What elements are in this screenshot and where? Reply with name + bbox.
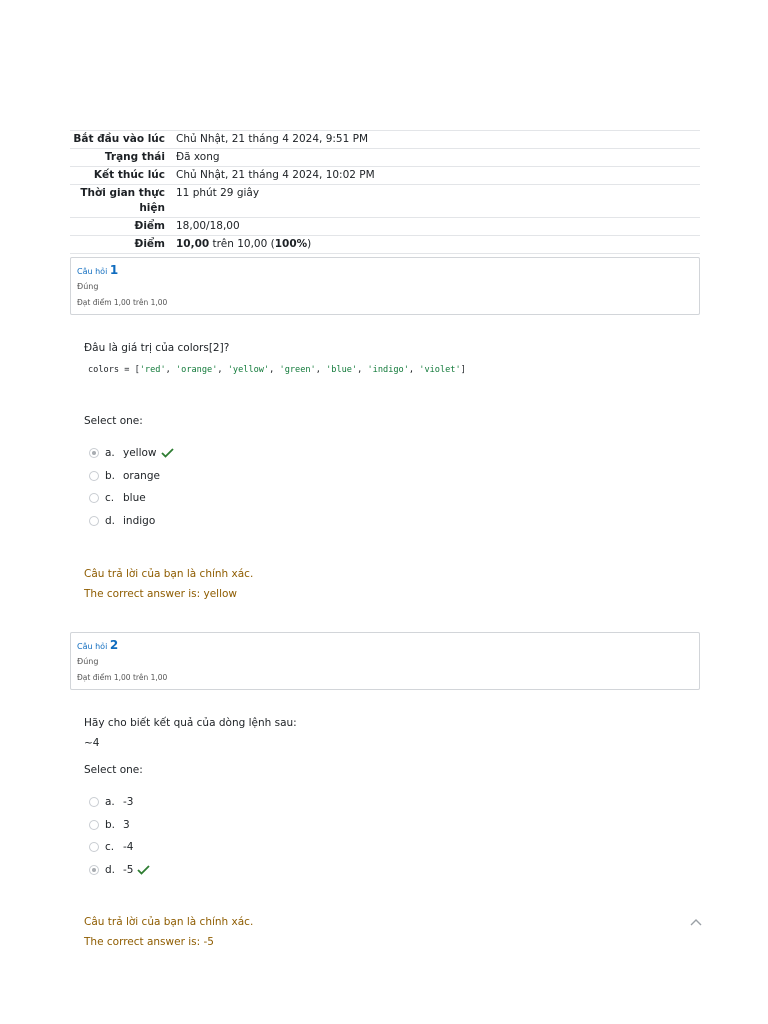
summary-label: Điểm	[134, 220, 165, 232]
code-string: 'indigo'	[367, 365, 409, 375]
answer-option-c[interactable]	[89, 487, 174, 510]
feedback-text: Câu trả lời của bạn là chính xác.	[84, 916, 254, 928]
question-grade: Đạt điểm 1,00 trên 1,00	[77, 673, 168, 682]
summary-value: 18,00/18,00	[176, 220, 240, 232]
answer-option-a[interactable]	[89, 791, 150, 814]
radio-button[interactable]	[89, 820, 99, 830]
summary-value: 11 phút 29 giây	[176, 187, 260, 199]
answer-letter: a.	[105, 447, 115, 460]
check-icon	[137, 865, 150, 875]
answer-text: -5	[123, 863, 134, 876]
answer-text: blue	[123, 492, 146, 505]
question-number	[77, 262, 693, 280]
quiz-summary-table	[70, 130, 700, 254]
grade-score: 10,00	[176, 238, 210, 250]
answer-letter: c.	[105, 492, 115, 505]
radio-button[interactable]	[89, 448, 99, 458]
chevron-up-icon[interactable]	[689, 917, 703, 927]
answer-text: indigo	[123, 514, 156, 527]
answer-option-b[interactable]	[89, 465, 174, 488]
question-info-1	[70, 257, 700, 315]
grade-mid: trên 10,00 (	[209, 238, 275, 250]
question-state: Đúng	[77, 657, 99, 666]
radio-button[interactable]	[89, 842, 99, 852]
code-string: 'blue'	[326, 365, 358, 375]
summary-row-time	[70, 185, 700, 218]
answer-list-1	[89, 442, 174, 532]
answer-letter: a.	[105, 796, 115, 809]
question-number-value: 2	[109, 638, 119, 652]
answer-text: -3	[123, 796, 134, 809]
question-number-value: 1	[109, 263, 119, 277]
summary-label: Kết thúc lúc	[93, 169, 165, 181]
summary-label-line: hiện	[139, 202, 165, 214]
answer-letter: b.	[105, 818, 116, 831]
feedback-block-2	[84, 912, 253, 952]
radio-button[interactable]	[89, 865, 99, 875]
select-one-label: Select one:	[84, 415, 143, 427]
summary-row-state	[70, 149, 700, 167]
summary-label: Bắt đầu vào lúc	[73, 133, 165, 145]
summary-label: Trạng thái	[104, 151, 165, 163]
question-grade: Đạt điểm 1,00 trên 1,00	[77, 298, 168, 307]
code-block: colors = ['red', 'orange', 'yellow', 'green', 'blue', 'indigo', 'violet']	[88, 365, 466, 375]
answer-text: 3	[123, 818, 130, 831]
correct-answer-text: The correct answer is: -5	[84, 936, 214, 948]
summary-value: Chủ Nhật, 21 tháng 4 2024, 9:51 PM	[176, 133, 368, 145]
summary-label-line: Thời gian thực	[80, 187, 165, 199]
answer-letter: b.	[105, 469, 116, 482]
grade-end: )	[307, 238, 312, 250]
radio-button[interactable]	[89, 797, 99, 807]
summary-label: Điểm	[134, 238, 165, 250]
summary-row-completed	[70, 167, 700, 185]
question-expression: ~4	[84, 737, 100, 749]
code-string: 'red'	[139, 365, 166, 375]
code-suffix: ]	[460, 365, 466, 375]
question-prefix: Câu hỏi	[77, 642, 108, 651]
grade-percent: 100%	[274, 238, 308, 250]
code-string: 'orange'	[175, 365, 218, 375]
answer-option-c[interactable]	[89, 836, 150, 859]
summary-value	[173, 237, 700, 252]
radio-button[interactable]	[89, 516, 99, 526]
correct-answer-text: The correct answer is: yellow	[84, 588, 238, 600]
answer-letter: d.	[105, 514, 116, 527]
summary-label	[70, 186, 173, 216]
answer-option-b[interactable]	[89, 814, 150, 837]
answer-text: yellow	[123, 447, 157, 460]
question-text: Hãy cho biết kết quả của dòng lệnh sau:	[84, 717, 297, 729]
question-prefix: Câu hỏi	[77, 267, 108, 276]
answer-option-d[interactable]	[89, 510, 174, 533]
code-string: 'green'	[279, 365, 316, 375]
code-string: 'yellow'	[227, 365, 270, 375]
summary-row-grade	[70, 236, 700, 254]
summary-row-marks	[70, 218, 700, 236]
feedback-block-1	[84, 564, 253, 604]
answer-letter: d.	[105, 863, 116, 876]
summary-value: Đã xong	[176, 151, 220, 163]
answer-list-2	[89, 791, 150, 881]
question-info-2	[70, 632, 700, 690]
question-number	[77, 637, 693, 655]
radio-button[interactable]	[89, 493, 99, 503]
answer-text: -4	[123, 841, 134, 854]
answer-option-a[interactable]	[89, 442, 174, 465]
question-text: Đâu là giá trị của colors[2]?	[84, 342, 230, 354]
code-string: 'violet'	[419, 365, 461, 375]
code-prefix: colors = [	[88, 365, 140, 375]
answer-letter: c.	[105, 841, 115, 854]
feedback-text: Câu trả lời của bạn là chính xác.	[84, 568, 254, 580]
summary-row-started	[70, 131, 700, 149]
select-one-label: Select one:	[84, 764, 143, 776]
summary-value: Chủ Nhật, 21 tháng 4 2024, 10:02 PM	[176, 169, 375, 181]
answer-text: orange	[123, 469, 160, 482]
answer-option-d[interactable]	[89, 859, 150, 882]
radio-button[interactable]	[89, 471, 99, 481]
question-state: Đúng	[77, 282, 99, 291]
check-icon	[161, 448, 174, 458]
